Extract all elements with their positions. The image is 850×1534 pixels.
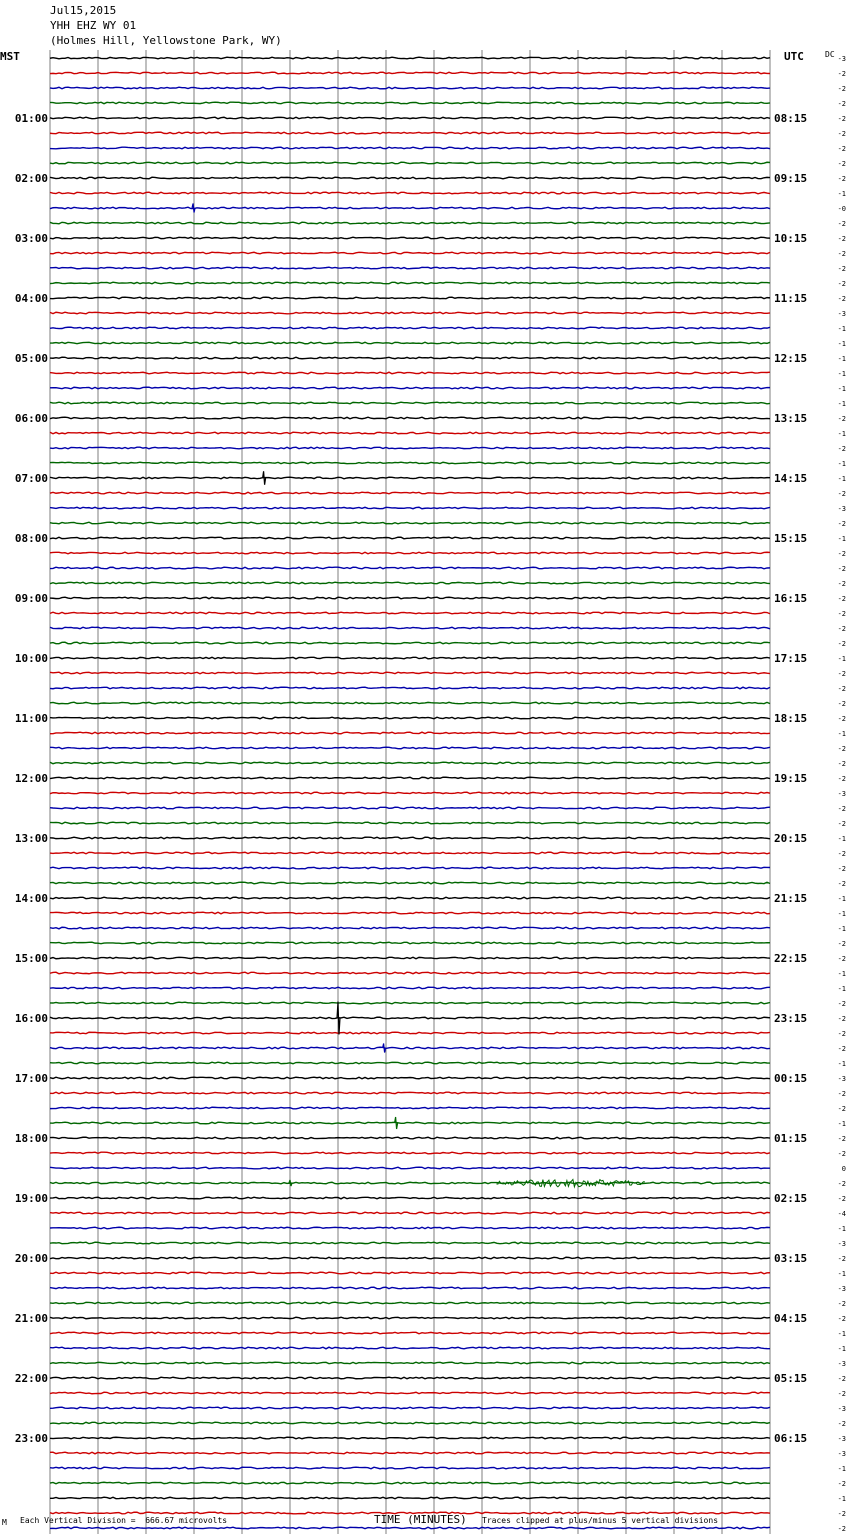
right-hour-label: 05:15 [774,1372,808,1385]
trace-72 [50,1137,770,1139]
dc-offset-label: -1 [837,1330,846,1338]
trace-16 [50,297,770,299]
trace-91 [50,1422,770,1424]
dc-offset-label: -2 [837,1195,846,1203]
dc-offset-label: -2 [837,805,846,813]
trace-5 [50,132,770,134]
right-hour-label: 22:15 [774,952,808,965]
trace-93 [50,1452,770,1454]
dc-offset-label: -3 [837,790,846,798]
trace-60 [50,957,770,959]
dc-offset-label: -2 [837,1480,846,1488]
dc-offset-label: -1 [837,1465,846,1473]
trace-27 [50,462,770,464]
dc-offset-label: -1 [837,325,846,333]
dc-offset-label: -2 [837,670,846,678]
trace-24 [50,417,770,419]
dc-offset-label: -2 [837,640,846,648]
trace-71 [50,1122,770,1124]
trace-47 [50,762,770,764]
dc-offset-label: -2 [837,520,846,528]
trace-51 [50,822,770,824]
trace-13 [50,252,770,254]
trace-39 [50,642,770,644]
trace-8 [50,177,770,179]
left-hour-label: 20:00 [14,1252,48,1265]
dc-offset-label: -2 [837,1105,846,1113]
trace-90 [50,1407,770,1409]
trace-14 [50,267,770,269]
trace-18 [50,327,770,329]
dc-offset-label: -2 [837,775,846,783]
trace-65 [50,1032,770,1034]
station-label: YHH EHZ WY 01 [50,19,137,32]
left-hour-label: 05:00 [14,352,48,365]
right-hour-label: 00:15 [774,1072,808,1085]
right-hour-label: 09:15 [774,172,808,185]
trace-76 [50,1197,770,1199]
dc-offset-label: -2 [837,940,846,948]
trace-59 [50,942,770,944]
trace-20 [50,357,770,359]
dc-offset-label: -2 [837,1015,846,1023]
trace-86 [50,1347,770,1349]
trace-79 [50,1242,770,1244]
right-hour-label: 18:15 [774,712,808,725]
trace-7 [50,162,770,164]
left-hour-label: 16:00 [14,1012,48,1025]
trace-84 [50,1317,770,1319]
dc-offset-label: -2 [837,685,846,693]
trace-57 [50,912,770,914]
trace-56 [50,897,770,899]
left-hour-label: 03:00 [14,232,48,245]
trace-98 [50,1527,770,1529]
trace-28 [50,477,770,479]
trace-0 [50,57,770,59]
dc-offset-label: -1 [837,355,846,363]
trace-38 [50,627,770,629]
trace-32 [50,537,770,539]
clip-note: Traces clipped at plus/minus 5 vertical divisions [482,1516,719,1525]
dc-offset-label: -1 [837,985,846,993]
trace-21 [50,372,770,374]
dc-offset-label: -2 [837,850,846,858]
trace-46 [50,747,770,749]
right-hour-label: 15:15 [774,532,808,545]
dc-offset-label: 0 [841,1165,846,1173]
dc-offset-label: -2 [837,1135,846,1143]
trace-36 [50,597,770,599]
trace-73 [50,1152,770,1154]
left-hour-label: 06:00 [14,412,48,425]
trace-52 [50,837,770,839]
dc-offset-label: -2 [837,565,846,573]
trace-37 [50,612,770,614]
dc-offset-label: -3 [837,1240,846,1248]
trace-87 [50,1362,770,1364]
trace-96 [50,1497,770,1499]
dc-offset-label: -1 [837,535,846,543]
trace-22 [50,387,770,389]
scale-note: Each Vertical Division = 666.67 microvolts [20,1516,228,1525]
dc-offset-label: -2 [837,1180,846,1188]
dc-offset-label: -2 [837,1390,846,1398]
dc-offset-label: -2 [837,490,846,498]
dc-offset-label: -1 [837,1495,846,1503]
dc-offset-label: -3 [837,1075,846,1083]
dc-offset-label: -1 [837,400,846,408]
trace-3 [50,102,770,104]
trace-82 [50,1287,770,1289]
trace-74 [50,1167,770,1169]
seismic-event [263,471,266,485]
dc-offset-label: -2 [837,295,846,303]
dc-offset-label: -2 [837,1000,846,1008]
dc-offset-label: -1 [837,1345,846,1353]
dc-offset-label: -1 [837,835,846,843]
dc-offset-label: -1 [837,1060,846,1068]
dc-offset-label: -1 [837,430,846,438]
dc-offset-label: -1 [837,460,846,468]
dc-offset-label: -2 [837,130,846,138]
right-hour-label: 13:15 [774,412,808,425]
trace-40 [50,657,770,659]
trace-19 [50,342,770,344]
trace-44 [50,717,770,719]
trace-92 [50,1437,770,1439]
right-hour-label: 01:15 [774,1132,808,1145]
dc-offset-label: -2 [837,760,846,768]
trace-80 [50,1257,770,1259]
trace-58 [50,927,770,929]
dc-offset-label: -1 [837,895,846,903]
trace-53 [50,852,770,854]
trace-25 [50,432,770,434]
left-hour-label: 08:00 [14,532,48,545]
trace-75 [50,1182,770,1184]
dc-offset-label: -1 [837,970,846,978]
left-hour-label: 19:00 [14,1192,48,1205]
right-hour-label: 21:15 [774,892,808,905]
dc-offset-label: -2 [837,265,846,273]
dc-offset-label: -2 [837,160,846,168]
dc-label: DC [825,50,835,59]
trace-26 [50,447,770,449]
dc-offset-label: -3 [837,1360,846,1368]
trace-70 [50,1107,770,1109]
trace-68 [50,1077,770,1079]
dc-offset-label: -2 [837,1150,846,1158]
dc-offset-label: -2 [837,715,846,723]
dc-offset-label: -2 [837,1045,846,1053]
dc-offset-label: -2 [837,1255,846,1263]
dc-offset-label: -2 [837,1420,846,1428]
corner-mark: M [2,1518,7,1527]
trace-4 [50,117,770,119]
left-hour-label: 12:00 [14,772,48,785]
left-hour-label: 11:00 [14,712,48,725]
dc-offset-label: -2 [837,610,846,618]
dc-offset-label: -2 [837,415,846,423]
left-timezone-label: MST [0,50,20,63]
dc-offset-label: -2 [837,1510,846,1518]
dc-offset-label: -2 [837,745,846,753]
dc-offset-label: -2 [837,625,846,633]
dc-offset-label: -2 [837,115,846,123]
dc-offset-label: -1 [837,1225,846,1233]
left-hour-label: 15:00 [14,952,48,965]
dc-offset-label: -2 [837,145,846,153]
trace-29 [50,492,770,494]
dc-offset-label: -1 [837,925,846,933]
dc-offset-label: -1 [837,1270,846,1278]
trace-1 [50,72,770,74]
dc-offset-label: -2 [837,1030,846,1038]
seismic-event [395,1117,398,1129]
dc-offset-label: -3 [837,1450,846,1458]
location-label: (Holmes Hill, Yellowstone Park, WY) [50,34,282,47]
x-axis-title: TIME (MINUTES) [374,1513,467,1526]
dc-offset-label: -1 [837,340,846,348]
seismic-event [383,1044,386,1053]
dc-offset-label: -2 [837,580,846,588]
left-hour-label: 13:00 [14,832,48,845]
dc-offset-label: -2 [837,865,846,873]
dc-offset-label: -3 [837,1405,846,1413]
left-hour-label: 04:00 [14,292,48,305]
trace-17 [50,312,770,314]
right-timezone-label: UTC [784,50,804,63]
dc-offset-label: -1 [837,1120,846,1128]
seismic-event [337,1002,340,1035]
dc-offset-label: -3 [837,505,846,513]
trace-85 [50,1332,770,1334]
trace-23 [50,402,770,404]
dc-offset-label: -2 [837,235,846,243]
dc-offset-label: -2 [837,280,846,288]
trace-48 [50,777,770,779]
trace-78 [50,1227,770,1229]
trace-66 [50,1047,770,1049]
right-hour-label: 12:15 [774,352,808,365]
trace-81 [50,1272,770,1274]
dc-offset-label: -1 [837,730,846,738]
right-hour-label: 14:15 [774,472,808,485]
left-hour-label: 23:00 [14,1432,48,1445]
seismic-event [192,204,195,213]
trace-31 [50,522,770,524]
dc-offset-label: -2 [837,1375,846,1383]
dc-offset-label: -3 [837,55,846,63]
trace-9 [50,192,770,194]
trace-35 [50,582,770,584]
left-hour-label: 09:00 [14,592,48,605]
trace-10 [50,207,770,209]
trace-50 [50,807,770,809]
trace-15 [50,282,770,284]
dc-offset-label: -0 [837,205,846,213]
trace-34 [50,567,770,569]
trace-94 [50,1467,770,1469]
dc-offset-label: -2 [837,250,846,258]
left-hour-label: 07:00 [14,472,48,485]
left-hour-label: 14:00 [14,892,48,905]
dc-offset-label: -1 [837,385,846,393]
right-hour-label: 08:15 [774,112,808,125]
trace-67 [50,1062,770,1064]
dc-offset-label: -2 [837,700,846,708]
trace-69 [50,1092,770,1094]
date-label: Jul15,2015 [50,4,117,17]
trace-77 [50,1212,770,1214]
trace-88 [50,1377,770,1379]
seismic-event [289,1180,292,1186]
dc-offset-label: -3 [837,310,846,318]
trace-33 [50,552,770,554]
left-hour-label: 02:00 [14,172,48,185]
trace-42 [50,687,770,689]
trace-2 [50,87,770,89]
left-hour-label: 18:00 [14,1132,48,1145]
trace-30 [50,507,770,509]
trace-62 [50,987,770,989]
dc-offset-label: -2 [837,220,846,228]
dc-offset-label: -2 [837,1525,846,1533]
left-hour-label: 01:00 [14,112,48,125]
right-hour-label: 03:15 [774,1252,808,1265]
trace-55 [50,882,770,884]
right-hour-label: 17:15 [774,652,808,665]
dc-offset-label: -2 [837,1090,846,1098]
dc-offset-label: -1 [837,370,846,378]
trace-45 [50,732,770,734]
dc-offset-label: -4 [837,1210,846,1218]
trace-12 [50,237,770,239]
dc-offset-label: -2 [837,595,846,603]
left-hour-label: 17:00 [14,1072,48,1085]
right-hour-label: 04:15 [774,1312,808,1325]
left-hour-label: 10:00 [14,652,48,665]
dc-offset-label: -2 [837,880,846,888]
trace-89 [50,1392,770,1394]
dc-offset-label: -1 [837,655,846,663]
dc-offset-label: -2 [837,445,846,453]
right-hour-label: 06:15 [774,1432,808,1445]
trace-41 [50,672,770,674]
dc-offset-label: -2 [837,820,846,828]
dc-offset-label: -2 [837,85,846,93]
dc-offset-label: -2 [837,550,846,558]
dc-offset-label: -3 [837,1285,846,1293]
left-hour-label: 22:00 [14,1372,48,1385]
trace-63 [50,1002,770,1004]
dc-offset-label: -1 [837,190,846,198]
trace-95 [50,1482,770,1484]
dc-offset-label: -1 [837,910,846,918]
dc-offset-label: -2 [837,1315,846,1323]
trace-43 [50,702,770,704]
right-hour-label: 19:15 [774,772,808,785]
right-hour-label: 11:15 [774,292,808,305]
trace-61 [50,972,770,974]
right-hour-label: 23:15 [774,1012,808,1025]
dc-offset-label: -2 [837,100,846,108]
dc-offset-label: -1 [837,475,846,483]
dc-offset-label: -2 [837,70,846,78]
left-hour-label: 21:00 [14,1312,48,1325]
trace-64 [50,1017,770,1019]
dc-offset-label: -2 [837,955,846,963]
trace-54 [50,867,770,869]
trace-11 [50,222,770,224]
trace-83 [50,1302,770,1304]
trace-49 [50,792,770,794]
trace-6 [50,147,770,149]
right-hour-label: 02:15 [774,1192,808,1205]
right-hour-label: 10:15 [774,232,808,245]
dc-offset-label: -2 [837,1300,846,1308]
dc-offset-label: -3 [837,1435,846,1443]
right-hour-label: 16:15 [774,592,808,605]
right-hour-label: 20:15 [774,832,808,845]
dc-offset-label: -2 [837,175,846,183]
